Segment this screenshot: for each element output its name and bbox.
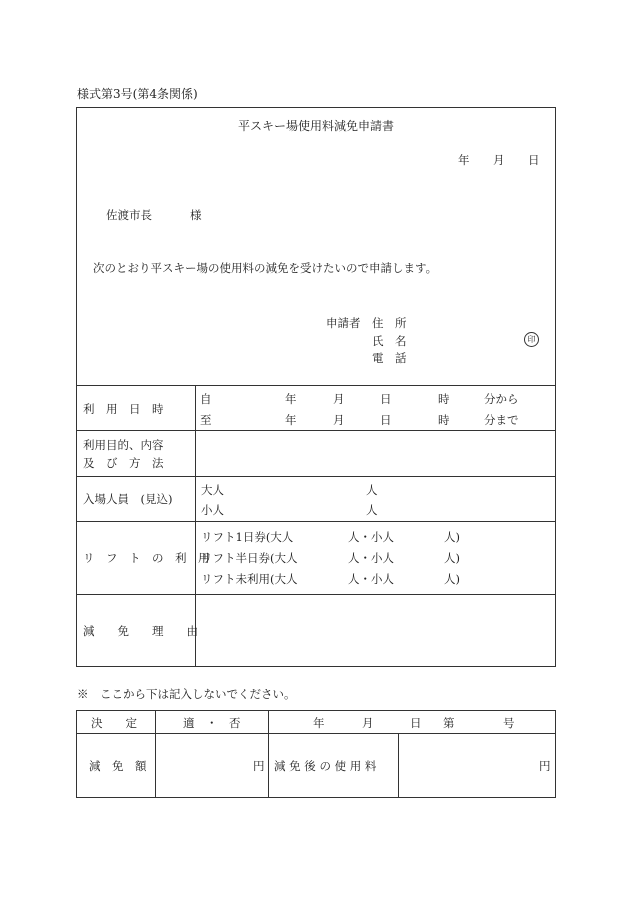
attendance-child-unit: 人 — [366, 503, 378, 517]
applicant-phone-label: 電 話 — [372, 351, 407, 365]
decision-month: 月 — [362, 716, 374, 730]
table-divider — [76, 430, 556, 431]
usage-to-hour: 時 — [438, 413, 450, 427]
usage-to-minute: 分まで — [484, 413, 519, 427]
table-divider — [76, 594, 556, 595]
table-column-divider — [155, 710, 156, 797]
lift-usage-label: リ フ ト の 利 用 — [83, 551, 210, 565]
decision-label: 決 定 — [91, 716, 137, 730]
applicant-address-label: 住 所 — [372, 316, 407, 330]
lift-none-type: リフト未利用(大人 — [201, 572, 298, 586]
reduction-reason-label: 減 免 理 由 — [83, 624, 198, 638]
date-month-label: 月 — [493, 153, 505, 167]
fee-yen-unit: 円 — [539, 759, 551, 773]
lift-halfday-end: 人) — [444, 551, 460, 565]
form-number: 様式第3号(第4条関係) — [77, 87, 198, 101]
lift-1day-end: 人) — [444, 530, 460, 544]
usage-from-year: 年 — [285, 392, 297, 406]
decision-number-suffix: 号 — [503, 716, 515, 730]
usage-to-day: 日 — [380, 413, 392, 427]
table-divider — [76, 476, 556, 477]
fee-after-discount-label: 減 免 後 の 使 用 料 — [274, 759, 377, 773]
discount-yen-unit: 円 — [253, 759, 265, 773]
usage-from-minute: 分から — [484, 392, 519, 406]
application-form-box — [76, 107, 556, 667]
application-statement: 次のとおり平スキー場の使用料の減免を受けたいので申請します。 — [93, 261, 438, 275]
lift-halfday-mid: 人・小人 — [348, 551, 394, 565]
usage-to-month: 月 — [333, 413, 345, 427]
applicant-name-label: 氏 名 — [372, 334, 407, 348]
attendance-adult-unit: 人 — [366, 483, 378, 497]
table-column-divider — [268, 710, 269, 797]
lift-1day-type: リフト1日券(大人 — [201, 530, 294, 544]
table-divider — [76, 521, 556, 522]
table-column-divider — [398, 733, 399, 797]
attendance-child-label: 小人 — [201, 503, 224, 517]
addressee-name: 佐渡市長 — [106, 208, 152, 222]
approval-label: 適 ・ 否 — [183, 716, 241, 730]
date-year-label: 年 — [458, 153, 470, 167]
attendance-label: 入場人員 (見込) — [83, 492, 173, 506]
usage-to-year: 年 — [285, 413, 297, 427]
usage-from-prefix: 自 — [200, 392, 212, 406]
office-use-note: ※ ここから下は記入しないでください。 — [77, 687, 296, 701]
table-divider — [76, 733, 556, 734]
decision-year: 年 — [313, 716, 325, 730]
lift-none-mid: 人・小人 — [348, 572, 394, 586]
purpose-label-line2: 及 び 方 法 — [83, 456, 164, 470]
usage-from-month: 月 — [333, 392, 345, 406]
table-divider — [76, 385, 556, 386]
usage-date-label: 利 用 日 時 — [83, 402, 164, 416]
addressee-honorific: 様 — [190, 208, 202, 222]
attendance-adult-label: 大人 — [201, 483, 224, 497]
purpose-label-line1: 利用目的、内容 — [83, 438, 164, 452]
decision-day: 日 — [410, 716, 422, 730]
discount-amount-label: 減 免 額 — [89, 759, 147, 773]
form-title: 平スキー場使用料減免申請書 — [237, 119, 394, 133]
applicant-label: 申請者 — [326, 316, 361, 330]
usage-from-hour: 時 — [438, 392, 450, 406]
lift-1day-mid: 人・小人 — [348, 530, 394, 544]
date-day-label: 日 — [528, 153, 540, 167]
lift-halfday-type: リフト半日券(大人 — [201, 551, 298, 565]
lift-none-end: 人) — [444, 572, 460, 586]
decision-number-prefix: 第 — [443, 716, 455, 730]
usage-to-prefix: 至 — [200, 413, 212, 427]
seal-stamp-icon: 印 — [524, 332, 539, 347]
usage-from-day: 日 — [380, 392, 392, 406]
